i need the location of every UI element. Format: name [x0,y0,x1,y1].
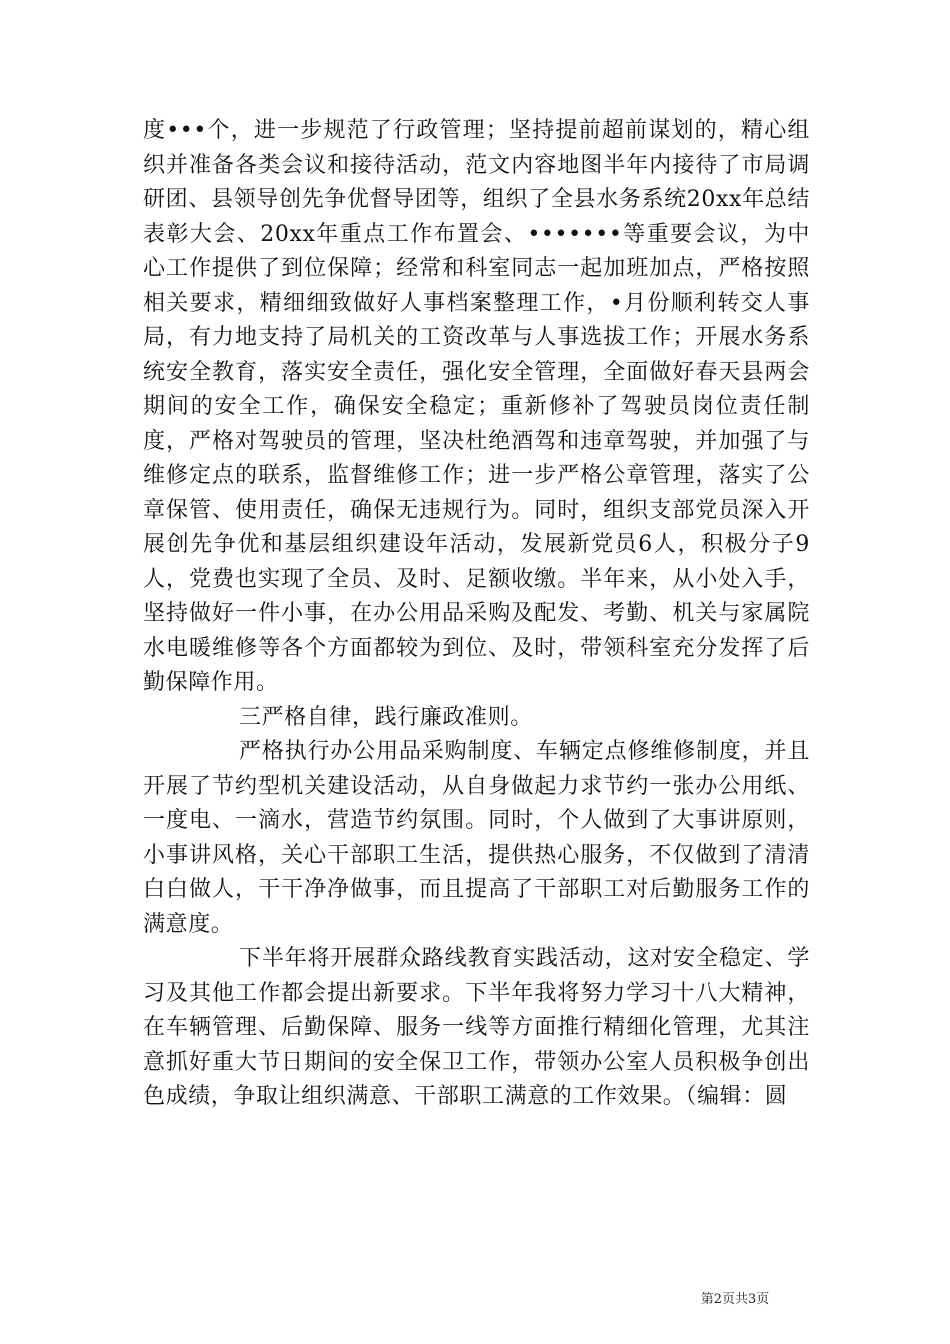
paragraph-2: 严格执行办公用品采购制度、车辆定点修维修制度，并且开展了节约型机关建设活动，从自身做起力求节约一张办公用纸、一度电、一滴水，营造节约氛围。同时，个人做到了大事讲原则，小事讲风格，关心干部职工生活，提供热心服务，不仅做到了清清白白做人，干干净净做事，而且提高了干部职工对后勤服务工作的满意度。 [143,739,810,937]
paragraph-1: 度•••个，进一步规范了行政管理；坚持提前超前谋划的，精心组织并准备各类会议和接待活动，范文内容地图半年内接待了市局调研团、县领导创先争优督导团等，组织了全县水务系统20xx年总结表彰大会、20xx年重点工作布置会、•••••••等重要会议，为中心工作提供了到位保障；经常和科室同志一起加班加点，严格按照相关要求，精细细致做好人事档案整理工作，•月份顺利转交人事局，有力地支持了局机关的工资改革与人事选拔工作；开展水务系统安全教育，落实安全责任，强化安全管理，全面做好春天县两会期间的安全工作，确保安全稳定；重新修补了驾驶员岗位责任制度，严格对驾驶员的管理，坚决杜绝酒驾和违章驾驶，并加强了与维修定点的联系，监督维修工作；进一步严格公章管理，落实了公章保管、使用责任，确保无违规行为。同时，组织支部党员深入开展创先争优和基层组织建设年活动，发展新党员6人，积极分子9人，党费也实现了全员、及时、足额收缴。半年来，从小处入手，坚持做好一件小事，在办公用品采购及配发、考勤、机关与家属院水电暖维修等各个方面都较为到位、及时，带领科室充分发挥了后勤保障作用。 [143,118,810,695]
section-heading: 三严格自律，践行廉政准则。 [239,704,533,730]
document-body [143,114,810,1115]
paragraph-3: 下半年将开展群众路线教育实践活动，这对安全稳定、学习及其他工作都会提出新要求。下半年我将努力学习十八大精神，在车辆管理、后勤保障、服务一线等方面推行精细化管理，尤其注意抓好重大节日期间的安全保卫工作，带领办公室人员积极争创出色成绩，争取让组织满意、干部职工满意的工作效果。（编辑：圆 [143,946,810,1109]
page-number-footer: 第2页共3页 [700,1292,770,1307]
